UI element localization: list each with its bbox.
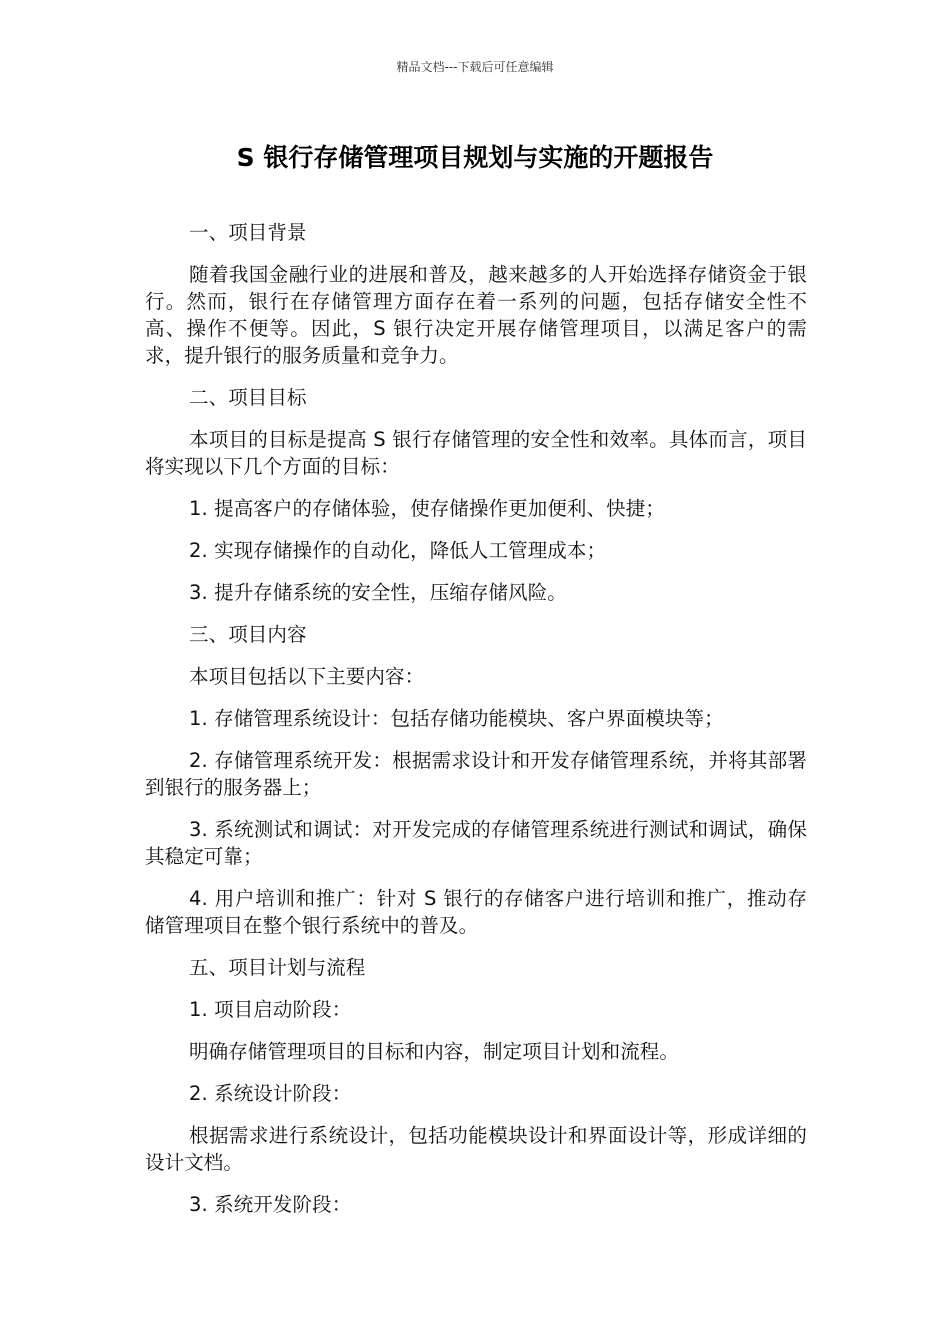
paragraph-goals-intro: 本项目的目标是提高 S 银行存储管理的安全性和效率。具体而言，项目将实现以下几个方面的目标： <box>145 428 807 478</box>
plan-step-2-title: 2. 系统设计阶段： <box>189 1082 352 1105</box>
goal-item-1: 1. 提高客户的存储体验，使存储操作更加便利、快捷； <box>189 497 665 520</box>
content-item-1: 1. 存储管理系统设计：包括存储功能模块、客户界面模块等； <box>189 707 724 730</box>
content-item-2: 2. 存储管理系统开发：根据需求设计和开发存储管理系统，并将其部署到银行的服务器上； <box>145 749 807 799</box>
section-heading-background: 一、项目背景 <box>189 221 307 244</box>
content-item-3: 3. 系统测试和调试：对开发完成的存储管理系统进行测试和调试，确保其稳定可靠； <box>145 818 807 868</box>
paragraph-background: 随着我国金融行业的进展和普及，越来越多的人开始选择存储资金于银行。然而，银行在存储管理方面存在着一系列的问题，包括存储安全性不高、操作不便等。因此，S 银行决定开展存储管理项目，以满足客户的需求，提升银行的服务质量和竞争力。 <box>145 263 807 367</box>
content-item-4: 4. 用户培训和推广：针对 S 银行的存储客户进行培训和推广，推动存储管理项目在整个银行系统中的普及。 <box>145 887 807 937</box>
page-header: 精品文档---下载后可任意编辑 <box>396 60 554 74</box>
plan-step-2-text: 根据需求进行系统设计，包括功能模块设计和界面设计等，形成详细的设计文档。 <box>145 1124 807 1174</box>
goal-item-3: 3. 提升存储系统的安全性，压缩存储风险。 <box>189 581 567 604</box>
paragraph-content-intro: 本项目包括以下主要内容： <box>189 665 425 688</box>
section-heading-content: 三、项目内容 <box>189 623 307 646</box>
plan-step-3-title: 3. 系统开发阶段： <box>189 1193 352 1216</box>
plan-step-1-text: 明确存储管理项目的目标和内容，制定项目计划和流程。 <box>189 1040 680 1063</box>
plan-step-1-title: 1. 项目启动阶段： <box>189 998 352 1021</box>
section-heading-goals: 二、项目目标 <box>189 386 307 409</box>
goal-item-2: 2. 实现存储操作的自动化，降低人工管理成本； <box>189 539 607 562</box>
document-body <box>145 219 807 1233</box>
document-title: S 银行存储管理项目规划与实施的开题报告 <box>236 143 714 172</box>
section-heading-plan: 五、项目计划与流程 <box>189 956 366 979</box>
